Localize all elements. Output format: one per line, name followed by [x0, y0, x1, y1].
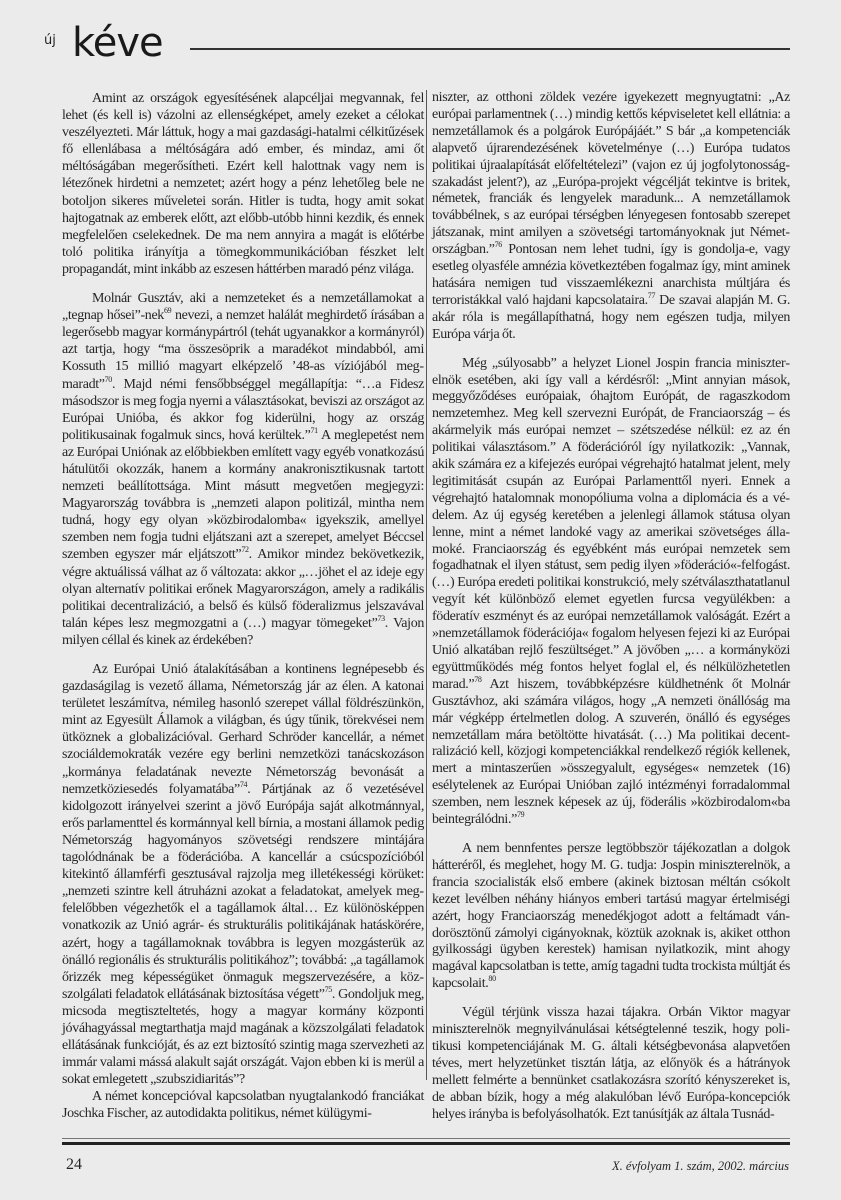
paragraph-text: . Pártjának az ő vezetésével kidolgozott irányelvei szerint a jövő Európája saját alkotmánnyal, erős parlamenttel és kormánnyal kell bírnia, a mostani államok pedig Németország hagyományos szövetségi rendszere mintájára tagolódnának be a föderációba. A kancellár a csúcspozícióból kitekintő államférfi gesztusával rajzolja meg illetékességi körüket: „nemzeti szintre kell átruházni azokat a feladatokat, amelyek megfelelőbben végezhetők el a tagállamok által… Ez különösképpen vonatkozik az Unió agrár- és strukturális politikájának hatáskörére, azért, hogy a tagállamoknak továbbra is legyen mozgásterük az önálló regionális és strukturális politikához”; továbbá: „a tagállamok őrizzék meg képességüket önmaguk megszervezésére, a közszolgálati feladatok ellátásának biztosítása végett”	[62, 781, 424, 1002]
magazine-logo: kéve	[72, 20, 163, 66]
paragraph-text: . Vajon milyen céllal és kinek az érdekében?	[62, 615, 425, 648]
paragraph	[62, 90, 424, 278]
paragraph-text: De szavai alapján M. G. akár róla is megállapíthatná, hogy nem egészen tudja, milyen Európa várja őt.	[432, 292, 790, 342]
right-column	[432, 90, 790, 1123]
paragraph-text: A nem bennfentes persze legtöbbször tájékozatlan a dolgok hátteréről, és meglehet, hogy M. G. tudja: Jospin miniszterelnök, a francia szocialisták első embere (akinek biztosan méltán csókolt kezet levélben néhány hiányos emberi tartású magyar értelmiségi azért, hogy Franciaország menedékjogot adott a feltámadt vándorösztönű zámolyi cigányoknak, köztük azoknak is, akiket otthon gyilkossági ügyben kerestek) hamisan nyilatkozik, mint ahogy magával kapcsolatban is tette, amíg tagadni tudta trockista múltját és kapcsolait.	[432, 840, 790, 992]
footnote-ref: 72	[241, 545, 249, 555]
paragraph	[432, 841, 790, 993]
paragraph-text: A német koncepcióval kapcsolatban nyugtalankodó franciákat Joschka Fischer, az autodidakta politikus, német külügymi-	[62, 1089, 424, 1122]
footnote-ref: 73	[377, 613, 385, 623]
paragraph-text: A meglepetést nem az Európai Uniónak az előbbiekben említett vagy egyéb vonatkozású hátulütői okozzák, hanem a kormány anakronisztikusnak tartott nemzeti beállítottsága. Mint másutt megvetően megjegyzi: Magyarország továbbra is „nemzeti alapon politizál, mintha nem tudná, hogy egy olyan »közbirodalomba« igyekszik, amellyel szemben nem fogja tudni eljátszani azt a szerepet, amelyet Béccsel szemben egyszer már eljátszott”	[62, 427, 424, 563]
paragraph-text: Végül térjünk vissza hazai tájakra. Orbán Viktor magyar miniszterelnök megnyilvánulásai kétségtelenné teszik, hogy politikusi kompetenciájának M. G. általi kétségbevonása alapvetően téves, mert helyzetünket tisztán látja, az előnyök és a hátrányok mellett felmérte a bennünket csatlakozásra szorító kényszereket is, de abban bízik, hogy a még alakulóban lévő Európa-koncepciók helyes irányba is befolyásolhatók. Ezt tanúsítják az általa Tusnád-	[432, 1005, 790, 1122]
paragraph-text: Még „súlyosabb” a helyzet Lionel Jospin francia miniszterelnök esetében, aki így vall a kérdésről: „Mint annyian mások, meggyőződéses európaiak, óhajtom Európát, de ragaszkodom nemzetemhez. Meg kell szervezni Európát, de Franciaország – és akármelyik más európai nemzet – szétszedése nélkül: ez az én politikai választásom.” A föderációról így nyilatkozik: „Vannak, akik számára ez a kifejezés európai végrehajtó hatalmat jelent, mely legitimitását csupán az Európai Parlamenttől nyeri. Ennek a végrehajtó hatalomnak monopóliuma volna a diplomácia és a védelem. Az új egység keretében a jelenlegi államok státusa olyan lenne, mint a német landoké vagy az amerikai szövetséges államoké. Franciaország és egyébként más európai nemzetek sem fogadhatnak el ilyen státust, sem pedig ilyen »föderáció«-felfogást. (…) Európa eredeti politikai konstrukció, mely szétválaszthatatlanul vegyít két különböző elemet egyetlen furcsa vegyülékben: a föderatív eszményt és az európai nemzetállamok valóságát. Ezért a »nemzetállamok föderációja« fogalom helyesen fejezi ki az Európai Unió alkatában rejlő feszültséget.” A jövőben „… a kormányközi együttműködés még fontos helyet foglal el, és nélkülözhetetlen marad.”	[432, 355, 790, 692]
paragraph-text: . Gondoljuk meg, micsoda megtiszteltetés, hogy a magyar kormány központi jóváhagyással megtarthatja majd magának a közszolgálati feladatok ellátásának funkcióját, és az ezt biztosító szintig maga szervezheti az immár valami mássá alakult saját országát. Vajon ebben ki is merül a sokat emlegetett „szubszidiaritás”?	[62, 986, 424, 1088]
page-number: 24	[66, 1156, 82, 1173]
paragraph-text: nevezi, a nemzet halálát meghirdető írásában a legerősebb magyar kormánypártról (tehát ugyanakkor a kormányról) azt tartja, hogy “ma összesöprik a maradékot mindabból, ami Kossuth 15 millió magyart elképzelő ’48-as víziójából megmaradt”	[62, 308, 424, 392]
left-column	[62, 90, 424, 1123]
paragraph	[432, 356, 790, 829]
paragraph-text: . Amikor mindez bekövetkezik, végre aktuálissá válhat az ő változata: akkor „…jöhet el az ideje egy olyan alternatív politikai erőnek Magyarországon, amely a radikális politikai decentralizáció, a belső és külső föderalizmus jelszavával talán képes lesz megmozgatni a (…) magyar tömegeket”	[62, 547, 424, 631]
header-rule	[190, 48, 790, 50]
logo-prefix: új	[44, 33, 56, 48]
paragraph-text: Azt hiszem, továbbképzésre küldhetnénk őt Molnár Gusztávhoz, aki számára világos, hogy „A nemzeti önállóság ma már végképp értelmetlen dolog. A szuverén, önálló és egységes nemzetállam mára betöltötte hivatását. (…) Ma politikai decentralizáció kell, közjogi kompetenciákkal rendelkező régiók kellenek, mert a mintaszerűen »összegyalult, egységes« nemzetek (16) esélytelenek az Európai Unióban zajló intézményi forradalommal szemben, nem lesznek képesek az új, föderális »közbirodalom«ba beintegrálódni.”	[432, 676, 790, 828]
footnote-ref: 76	[494, 240, 502, 250]
footnote-ref: 71	[310, 425, 318, 435]
footnote-ref: 80	[488, 974, 496, 984]
paragraph	[432, 1005, 790, 1123]
column-divider	[426, 90, 427, 1080]
paragraph-text: niszter, az otthoni zöldek vezére igyekezett megnyugtatni: „Az európai parlamentnek (…) mindig kettős képviseletet kell ellátnia: a nemzetállamok és a polgárok Európájáét.” S bár „a kompetenciák alapvető újrarendezésének követelménye (…) Európa tudatos politikai újraalapítását előfeltételezi” (vajon ez új jogfolytonosságszakadást jelent?), az „Európa-projekt végcélját tekintve is britek, németek, franciák és lengyelek maradunk... A nemzetállamok továbbélnek, s az európai térségben lényegesen fontosabb szerepet játszanak, mint amilyen a szövetségi tartományoknak jut Németországban.”	[432, 90, 790, 258]
paragraph	[432, 90, 790, 344]
footer-thin-rule	[62, 1138, 790, 1139]
footnote-ref: 70	[104, 374, 112, 384]
paragraph-text: . Majd némi fensőbbséggel megállapítja: “…a Fidesz másodszor is meg fogja nyerni a választásokat, beviszi az országot az Európai Unióba, és akkor fog kiderülni, hogy az ország politikusainak fogalmuk sincs, hová kerültek.”	[62, 376, 424, 443]
footnote-ref: 77	[647, 290, 656, 300]
paragraph-text: Az Európai Unió átalakításában a kontinens legnépesebb és gazdaságilag is vezető állama, Németország jár az élen. A katonai területet leszámítva, némileg hasonló szerepet vállal földrészünkön, mint az Egyesült Államok a világban, és úgy tűnik, törekvései nem ütköznek a globalizációval. Gerhard Schröder kancellár, a német szociáldemokraták vezére egy berlini nemzetközi tanácskozáson „kormánya feladatának nevezte Németország bevonását a nemzetköziesedés folyamatába”	[62, 662, 424, 797]
paragraph-text: Pontosan nem lehet tudni, így is gondolja-e, vagy esetleg olyasféle amnézia következtében fogalmaz így, mint aminek hatására nemigen tud visszaemlékezni anarchista múltjára és terroristákkal való hajdani kapcsolataira.	[432, 242, 790, 308]
footnote-ref: 78	[474, 674, 482, 684]
issue-info: X. évfolyam 1. szám, 2002. március	[612, 1159, 789, 1173]
footnote-ref: 69	[163, 306, 172, 316]
paragraph	[62, 661, 424, 1088]
paragraph	[62, 1088, 424, 1122]
footnote-ref: 79	[516, 810, 525, 820]
paragraph-text: Amint az országok egyesítésének alapcéljai megvannak, fel lehet (és kell is) vázolni az ellenségképet, amely ezeket a célokat veszélyezteti. Már láttuk, hogy a mai gazdasági-hatalmi célkitűzések fő ellenlábasa a méltóságára adó ember, és mindaz, ami őt méltóságában megerősítheti. Ezért kell halottnak vagy nem is létezőnek hirdetni a nemzetet; azért hogy a pénz lehetőleg bele ne botoljon sikeres műveletei során. Hitler is tudta, hogy amit sokat hajtogatnak az emberek előtt, azt előbb-utóbb hinni kezdik, és ennek megfelelően cselekednek. De ma nem annyira a magát is előtérbe toló politika irányítja a tömegkommunikációban fészket lelt propagandát, mint inkább az eszesen háttérben maradó pénz világa.	[62, 91, 424, 277]
footnote-ref: 74	[239, 779, 248, 789]
paragraph	[62, 290, 424, 649]
paragraph-text: Molnár Gusztáv, aki a nemzeteket és a nemzetállamokat a „tegnap hősei”-nek	[62, 291, 424, 324]
footer-rule	[62, 1142, 790, 1145]
footnote-ref: 75	[324, 984, 332, 994]
